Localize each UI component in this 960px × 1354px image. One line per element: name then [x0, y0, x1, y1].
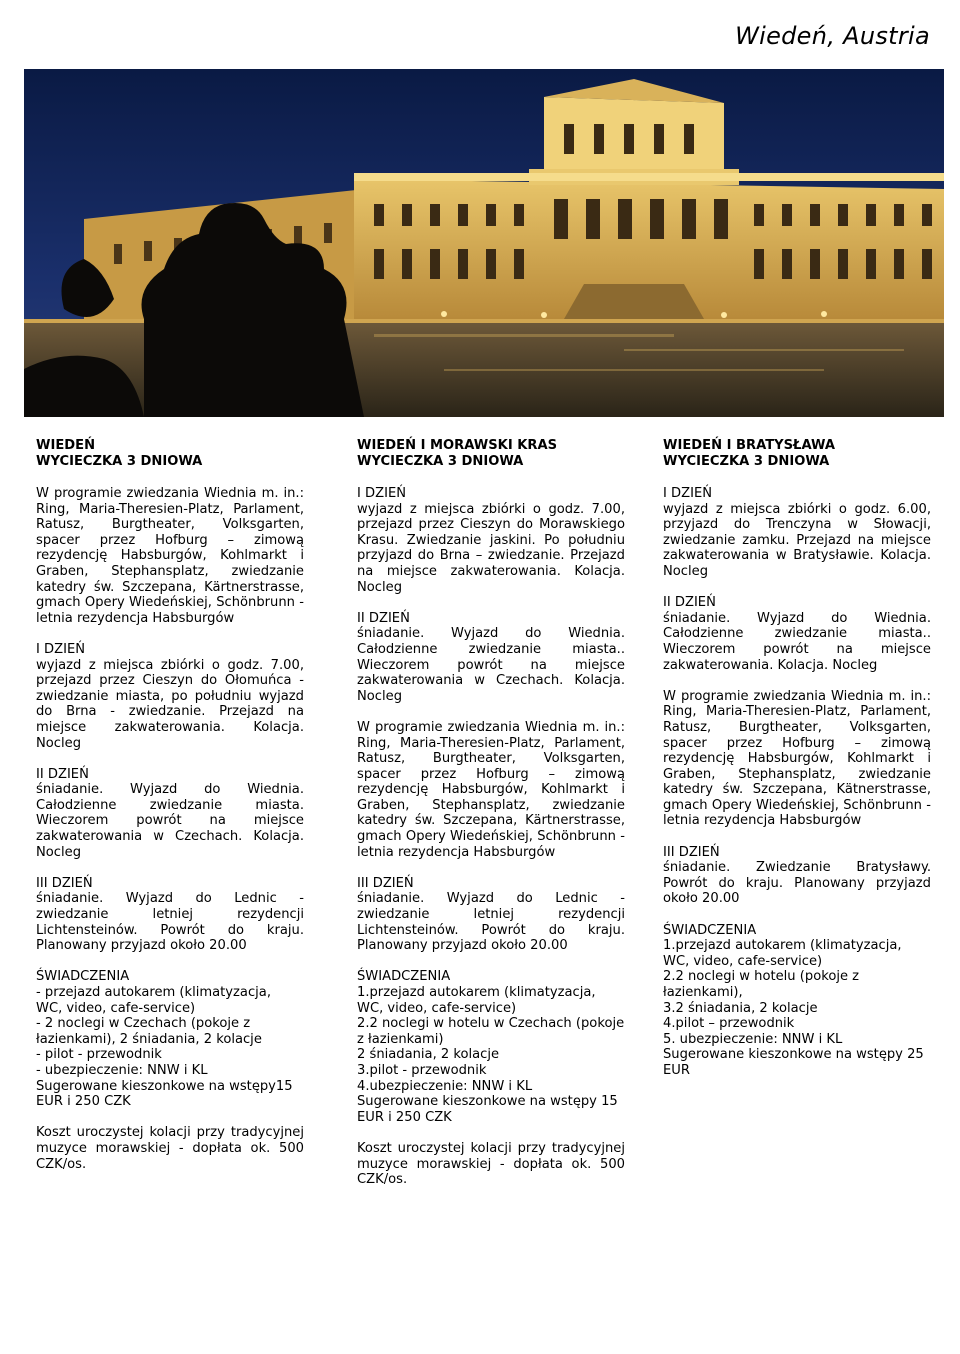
tour-name: WIEDEŃ I BRATYSŁAWA — [663, 438, 835, 453]
tour-duration: WYCIECZKA 3 DNIOWA — [36, 454, 203, 469]
included-label: ŚWIADCZENIA — [36, 969, 130, 985]
included-item: - pilot - przewodnik — [36, 1047, 162, 1063]
day-1 — [36, 642, 304, 751]
included-label: ŚWIADCZENIA — [663, 922, 757, 938]
day-1 — [663, 486, 931, 580]
day-label: II DZIEŃ — [357, 610, 410, 626]
extra-cost-note: Koszt uroczystej kolacji przy tradycyjnej muzyce morawskiej - dopłata ok. 500 CZK/os. — [36, 1125, 304, 1172]
included-item: - 2 noclegi w Czechach (pokoje z — [36, 1016, 251, 1032]
included-item: WC, video, cafe-service) — [36, 1000, 196, 1016]
included-item: z łazienkami) — [357, 1031, 444, 1047]
included-item: 2.2 noclegi w hotelu (pokoje z — [663, 969, 860, 985]
day-1 — [357, 486, 625, 595]
included-item: łazienkami), — [663, 985, 743, 1000]
extra-cost-note: Koszt uroczystej kolacji przy tradycyjnej muzyce morawskiej - dopłata ok. 500 CZK/os. — [357, 1140, 625, 1188]
day-3 — [36, 876, 304, 954]
day-2 — [663, 595, 931, 673]
included-item: 3.pilot - przewodnik — [357, 1062, 487, 1078]
column-heading — [663, 438, 931, 470]
included-item: 3.2 śniadania, 2 kolacje — [663, 1000, 818, 1016]
day-description: wyjazd z miejsca zbiórki o godz. 6.00, przyjazd do Trenczyna w Słowacji, zwiedzanie zamku. Przejazd na miejsce zakwaterowania w Bratysławie. Kolacja. Nocleg — [663, 501, 931, 579]
included-item: - ubezpieczenie: NNW i KL — [36, 1062, 208, 1078]
day-label: I DZIEŃ — [663, 486, 713, 501]
tour-duration: WYCIECZKA 3 DNIOWA — [357, 454, 524, 469]
tour-name: WIEDEŃ — [36, 438, 96, 453]
column-heading — [36, 438, 304, 470]
included-item: 2.2 noclegi w hotelu w Czechach (pokoje — [357, 1016, 625, 1032]
column-wieden — [36, 438, 304, 1188]
included-item: 4.pilot – przewodnik — [663, 1016, 795, 1032]
included-item: Sugerowane kieszonkowe na wstępy 15 — [357, 1094, 618, 1110]
day-3 — [357, 876, 625, 954]
hero-photo — [24, 69, 944, 417]
day-label: I DZIEŃ — [36, 641, 86, 657]
included-item: 1.przejazd autokarem (klimatyzacja, — [663, 938, 902, 954]
included-item: EUR — [663, 1062, 690, 1078]
tour-name: WIEDEŃ I MORAWSKI KRAS — [357, 438, 558, 453]
day-description: śniadanie. Wyjazd do Lednic - zwiedzanie letniej rezydencji Lichtensteinów. Powrót do kraju. Planowany przyjazd około 20.00 — [36, 891, 304, 954]
included-item: WC, video, cafe-service) — [663, 953, 823, 969]
program-description: W programie zwiedzania Wiednia m. in.: Ring, Maria-Theresien-Platz, Parlament, Ratusz, Burgtheater, Volksgarten, spacer przez Hofburg – zimową rezydencję Habsburgów, Kohlmarkt i Graben, Stephansplatz, zwiedzanie katedry św. Szczepana, Kärtnerstrasse, gmach Opery Wiedeńskiej, Schönbrunn - letnia rezydencja Habsburgów — [36, 486, 304, 626]
palace-illustration — [24, 69, 944, 417]
day-label: I DZIEŃ — [357, 486, 407, 501]
day-description: śniadanie. Wyjazd do Wiednia. Całodzienne zwiedzanie miasta.. Wieczorem powrót na miejsce zakwaterowania w Czechach. Kolacja. Nocleg — [357, 626, 625, 704]
day-label: II DZIEŃ — [36, 766, 89, 782]
day-description: śniadanie. Wyjazd do Wiednia. Całodzienne zwiedzanie miasta.. Wieczorem powrót na miejsce zakwaterowania. Kolacja. Nocleg — [663, 610, 931, 673]
day-3 — [663, 845, 931, 907]
day-description: wyjazd z miejsca zbiórki o godz. 7.00, przejazd przez Cieszyn do Morawskiego Krasu. Zwiedzanie jaskini. Po południu przyjazd do Brna – zwiedzanie. Przejazd na miejsce zakwaterowania. Kolacja. Nocleg — [357, 501, 625, 595]
day-description: wyjazd z miejsca zbiórki o godz. 7.00, przejazd przez Cieszyn do Ołomuńca - zwiedzanie miasta, po południu wyjazd do Brna - zwiedzanie. Przejazd na miejsce zakwaterowania. Kolacja. Nocleg — [36, 657, 304, 751]
day-2 — [357, 611, 625, 705]
column-wieden-morawski-kras — [357, 438, 625, 1203]
included-services — [357, 969, 625, 1125]
included-item: 5. ubezpieczenie: NNW i KL — [663, 1031, 843, 1047]
included-item: Sugerowane kieszonkowe na wstępy15 — [36, 1078, 293, 1094]
included-services — [36, 969, 304, 1109]
tour-duration: WYCIECZKA 3 DNIOWA — [663, 454, 830, 469]
included-item: Sugerowane kieszonkowe na wstępy 25 — [663, 1047, 924, 1063]
day-label: III DZIEŃ — [663, 844, 720, 860]
day-description: śniadanie. Zwiedzanie Bratysławy. Powrót do kraju. Planowany przyjazd około 20.00 — [663, 860, 931, 907]
day-description: śniadanie. Wyjazd do Lednic - zwiedzanie letniej rezydencji Lichtensteinów. Powrót do kraju. Planowany przyjazd około 20.00 — [357, 891, 625, 954]
day-2 — [36, 767, 304, 861]
included-item: łazienkami), 2 śniadania, 2 kolacje — [36, 1031, 262, 1047]
column-heading — [357, 438, 625, 470]
day-description: śniadanie. Wyjazd do Wiednia. Całodzienne zwiedzanie miasta. Wieczorem powrót na miejsce zakwaterowania w Czechach. Kolacja. Nocleg — [36, 782, 304, 860]
included-item: 4.ubezpieczenie: NNW i KL — [357, 1078, 533, 1094]
day-label: III DZIEŃ — [36, 875, 93, 891]
included-item: EUR i 250 CZK — [357, 1109, 452, 1125]
page-title: Wiedeń, Austria — [735, 22, 930, 50]
included-item: EUR i 250 CZK — [36, 1094, 131, 1110]
program-description: W programie zwiedzania Wiednia m. in.: Ring, Maria-Theresien-Platz, Parlament, Ratusz, Burgtheater, Volksgarten, spacer przez Hofburg – zimową rezydencję Habsburgów, Kohlmarkt i Graben, Stephansplatz, zwiedzanie katedry św. Szczepana, Kärtnerstrasse, gmach Opery Wiedeńskiej, Schönbrunn - letnia rezydencja Habsburgów — [357, 719, 625, 860]
included-item: WC, video, cafe-service) — [357, 1000, 517, 1016]
column-wieden-bratyslawa — [663, 438, 931, 1094]
program-description: W programie zwiedzania Wiednia m. in.: Ring, Maria-Theresien-Platz, Parlament, Ratusz, Burgtheater, Volksgarten, spacer przez Hofburg – zimową rezydencję Habsburgów, Kohlmarkt i Graben, Stephansplatz, zwiedzanie katedry św. Szczepana, Kätnerstrasse, gmach Opery Wiedeńskiej, Schönbrunn - letnia rezydencja Habsburgów — [663, 688, 931, 829]
included-item: - przejazd autokarem (klimatyzacja, — [36, 985, 271, 1000]
day-label: II DZIEŃ — [663, 595, 716, 611]
included-item: 2 śniadania, 2 kolacje — [357, 1047, 500, 1063]
included-services — [663, 923, 931, 1079]
included-label: ŚWIADCZENIA — [357, 969, 451, 985]
included-item: 1.przejazd autokarem (klimatyzacja, — [357, 985, 596, 1000]
day-label: III DZIEŃ — [357, 875, 414, 891]
